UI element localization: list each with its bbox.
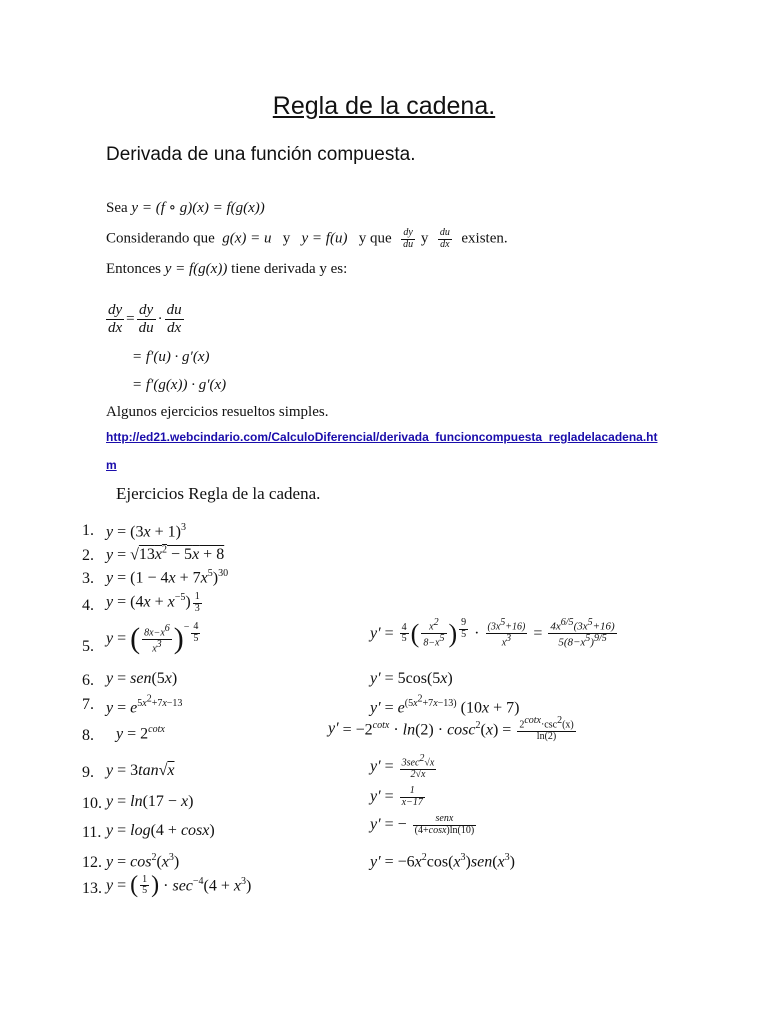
- intro-entonces: Entonces: [106, 261, 161, 277]
- exercise-number: 11.: [82, 824, 102, 841]
- exercise-11-expr: y = log(4 + cosx): [106, 822, 215, 839]
- exercise-number: 13.: [82, 880, 102, 897]
- exercise-number: 4.: [82, 597, 94, 614]
- intro-y-que: y que: [358, 230, 392, 247]
- frac-dy-du: $\frac{dy}{du}$: [138, 302, 154, 337]
- frac-dy-dx: $\frac{dy}{dx}$: [108, 302, 123, 337]
- exercise-9-answer: y′ = $\frac{3\sec^2√x}{2√x}$: [370, 753, 435, 780]
- derivation-step-2: = f′(g(x)) · g′(x): [132, 377, 227, 393]
- exercise-3-expr: $y = (1 - 4x + 7x^5)^{30}$: [106, 568, 229, 587]
- exercise-number: 6.: [82, 672, 94, 689]
- page-title: Regla de la cadena.: [272, 92, 496, 120]
- intro-y-equals-fu: y = f(u): [301, 230, 348, 247]
- intro-y-fg: y = f(g(x)): [164, 261, 228, 277]
- exercise-2-expr: $y = √13x^2 - 5x + 8$: [106, 545, 225, 564]
- exercise-number: 8.: [82, 727, 94, 744]
- intro-tiene: tiene derivada y es:: [231, 261, 348, 277]
- exercise-12-expr: $y = \cos^2(x^3)$: [106, 852, 180, 871]
- exercise-5-answer: y′ = $\frac{4}{5}$ ( $\frac{x^2}{8-x^5}$ ) $\frac{9}{5}$ · $\frac{(3x^5+16)}{x^3}$ = $\frac{4x^{6/5}(3x^5+16)}{5(8-x^5)^{9/5}}$: [370, 617, 615, 649]
- intro-g-equals-u: g(x) = u: [222, 230, 272, 247]
- exercise-6-expr: y = sen(5x): [106, 670, 178, 687]
- intro-sea: Sea: [106, 200, 128, 216]
- exercise-11-answer: y′ = − $\frac{\text{senx}}{(4+\cos x)\ln(10)}$: [370, 813, 475, 836]
- intro-line-1: [106, 198, 265, 217]
- reference-link[interactable]: http://ed21.webcindario.com/CalculoDiferencial/derivada_funcioncompuesta_regladelacadena.ht: [106, 430, 658, 444]
- exercise-10-expr: y = ln(17 − x): [106, 793, 194, 810]
- exercise-number: 2.: [82, 547, 94, 564]
- intro-composition: y = (f ∘ g)(x) = f(g(x)): [131, 200, 265, 216]
- exercise-8-expr: $y = 2^{cotx}$: [116, 724, 165, 743]
- resolved-label: Algunos ejercicios resueltos simples.: [106, 404, 329, 420]
- intro-y2: y: [420, 230, 429, 247]
- exercise-5-expr: y = ( $\frac{8x-x^6}{x^3}$ )− $\frac{4}{5}$: [106, 621, 199, 655]
- frac-du-dx: $\frac{du}{dx}$: [166, 302, 182, 337]
- intro-line-2: [106, 228, 508, 250]
- intro-line-3: [106, 261, 347, 278]
- exercise-number: 7.: [82, 696, 94, 713]
- chain-rule-formula: $\frac{dy}{dx}$ = $\frac{dy}{du}$ · $\frac{du}{dx}$: [108, 302, 182, 337]
- intro-dy-du: $\frac{dy}{du}$: [403, 227, 414, 250]
- exercise-6-answer: y′ = 5cos(5x): [370, 670, 453, 687]
- intro-considerando: Considerando que: [106, 230, 215, 247]
- exercise-number: 3.: [82, 570, 94, 587]
- exercise-9-expr: y = 3tan√x: [106, 762, 175, 779]
- exercise-4-expr: $y = (4x + x^{-5})$ $\frac{1}{3}$: [106, 591, 200, 614]
- exercise-13-expr: y = ( $\frac{1}{5}$ ) · $\sec^{-4}(4 + x^3)$: [106, 872, 252, 898]
- exercise-number: 10.: [82, 795, 102, 812]
- reference-link-continuation[interactable]: m: [106, 458, 117, 472]
- exercise-number: 1.: [82, 522, 94, 539]
- exercise-1-expr: $y = (3x + 1)^3$: [106, 522, 186, 541]
- intro-y: y: [282, 230, 291, 247]
- exercise-number: 9.: [82, 764, 94, 781]
- intro-existen: existen.: [461, 230, 508, 247]
- exercise-10-answer: y′ = $\frac{1}{x-17}$: [370, 785, 423, 808]
- derivation-step-1: = f′(u) · g′(x): [132, 349, 210, 365]
- exercise-7-expr: $y = e^{5x^2+7x-13}$: [106, 694, 183, 717]
- exercise-number: 5.: [82, 638, 94, 655]
- exercise-number: 12.: [82, 854, 102, 871]
- exercise-12-answer: $y' = -6x^2\cos(x^3)sen(x^3)$: [370, 852, 515, 871]
- page-subtitle: Derivada de una función compuesta.: [106, 144, 416, 165]
- exercises-heading: Ejercicios Regla de la cadena.: [116, 484, 321, 503]
- intro-du-dx: $\frac{du}{dx}$: [439, 227, 450, 250]
- exercise-7-answer: $y' = e^{(5x^2+7x-13)}$ (10x + 7): [370, 694, 520, 717]
- exercise-8-answer: $y' = -2^{cotx} \cdot \ln(2) \cdot \cos c^2(x)$ = $\frac{2^{cotx}\cdot\csc^2(x)}{\ln(2)}$: [328, 715, 574, 742]
